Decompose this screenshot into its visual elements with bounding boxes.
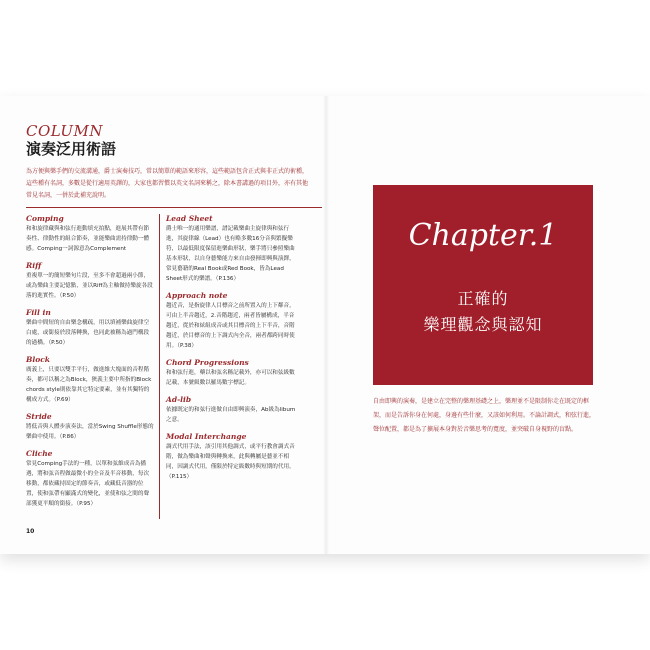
glossary-entry-comping	[26, 214, 154, 254]
term-description: 和和弦行進，藥以和弦名稱記載外，亦可以和弦級數記載，本號級數以羅馬數字標記。	[166, 370, 295, 386]
column-divider	[159, 214, 160, 519]
term: Lead Sheet	[166, 214, 213, 223]
glossary-entry-riff	[26, 261, 154, 301]
term: Ad-lib	[166, 395, 192, 404]
chapter-label: Chapter.1	[408, 218, 558, 253]
chapter-title-box	[373, 185, 593, 385]
header-divider	[26, 207, 322, 208]
term: Stride	[26, 412, 52, 421]
glossary-entry-cliche	[26, 449, 154, 509]
term-description: 調式代用手法，該引用其他調式，或平行教會調式音階，做為樂曲和聲與轉換來，此與轉屬是藝並不相同，因調式代用，僅限於特定級數時與短期的代用。（P.115）	[166, 444, 295, 480]
glossary-entry-approach-note	[166, 291, 298, 351]
glossary-column-b	[166, 214, 298, 489]
term: Chord Progressions	[166, 358, 249, 367]
chapter-intro-text: 自由即興的演奏，是建立在完整的樂理基礎之上，樂理並不是限制你走在既定的框架，而是告訴你身在何處，身邊有些什麼，又該如何利用。不論計調式，和弦行進，聲位配置，都是為了擴展本身對於音樂思考的寬度，並突破自身視野的盲點。	[373, 398, 596, 433]
left-page	[0, 96, 325, 554]
glossary-entry-lead-sheet	[166, 214, 298, 284]
term: Fill in	[26, 308, 51, 317]
term-description: 依據既定的和弦行進做自由即興演奏，Ab級為libum之意。	[166, 407, 296, 423]
column-title: 演奏泛用術語	[26, 140, 117, 158]
term: Riff	[26, 261, 42, 270]
term-description: 常見Comping手法的一種，以單和弦維成音為播遇，將和弦音程做最微小的全音及半音移動，每次移動，都依藏持固定的節奏音，或藏低音器的位置，使和弦帶有顯滿式的變化，並使和弦之間的聲部獲更平順的銜接。（P.95）	[26, 461, 150, 507]
chapter-title-line-2: 樂理觀念與認知	[423, 315, 543, 334]
intro-text: 為方便與樂手們的交流溝通，爵士演奏技巧，常以簡單的範語來形容，這些範語包含正式與非正式的術種，這些種有名詞，多數是從行適用英譯的，大家也都習慣以英文名詞來稱之，除本書講過的項目外，亦有其他常見名詞，一併於此補充說明。	[26, 168, 309, 199]
page-number: 10	[26, 528, 35, 535]
right-page	[325, 96, 650, 554]
glossary-entry-chord-progressions	[166, 358, 298, 388]
term-description: 廣義上，只要以雙手平行，做進維大塊面的音程階奏，都可以稱之為Block，狹義主要中所指的Block chords style則依靠其它特定要素，並有其獨特的構成方式。（P.69）	[26, 367, 152, 403]
term-description: 將低音與人體步演奏法，當於Swing Shuffle形態的樂曲中使用。（P.86）	[26, 424, 154, 440]
term: Cliche	[26, 449, 53, 458]
term-description: 趨近音，是指旋律人目標音之前所置入的上下鄰音，可由上半音趨近，2.音階趨近，兩者皆屬構成，半音趨近，從於和絃組成音或其目標音的上下半音，音階趨近，於目標音的上下調式內全音，兩者都跨同時使用。（P.38）	[166, 303, 295, 349]
glossary-entry-modal-interchange	[166, 432, 298, 482]
chapter-title	[373, 286, 593, 338]
term: Comping	[26, 214, 64, 223]
glossary-entry-block	[26, 355, 154, 405]
term-description: 樂曲中間短的自由樂念構疏，用以填補樂曲旋律空白處，或銜接於段落轉換，也同此被稱為過門構段的過橋。（P.50）	[26, 320, 150, 346]
term-description: 和和旋律藏與和弦行進動填充拍點，進展其帶有節奏性、律動性的組合節奏，並能樂曲需持律動一體感。Comping一詞源意為Complement	[26, 226, 150, 252]
term: Block	[26, 355, 50, 364]
term: Modal Interchange	[166, 432, 247, 441]
glossary-entry-ad-lib	[166, 395, 298, 425]
chapter-title-line-1: 正確的	[457, 289, 509, 308]
column-label: COLUMN	[26, 122, 104, 140]
term-description: 爵士唯一的通用樂譜，譜記載樂曲主旋律與和弦行進，其旋律線（Lead）也有略多數16分音與繁擬樂符，以最低限度保留進樂曲形狀，樂手將只參照樂曲基本形狀，以自身藝樂能力來自由發揮即興與演繹，常見藝籍的Real Book或Red Book，皆為Lead Sheet形式的樂譜。（P.136）	[166, 226, 295, 282]
glossary-column-a	[26, 214, 154, 516]
glossary-entry-stride	[26, 412, 154, 442]
term: Approach note	[166, 291, 228, 300]
term-description: 重複單一的簡短樂句片段，至多不會超過兩小節，或為樂曲主要記憶點，並以Riff為主軸做持樂旋各段落的進實性。（P.50）	[26, 273, 153, 299]
glossary-entry-fill-in	[26, 308, 154, 348]
